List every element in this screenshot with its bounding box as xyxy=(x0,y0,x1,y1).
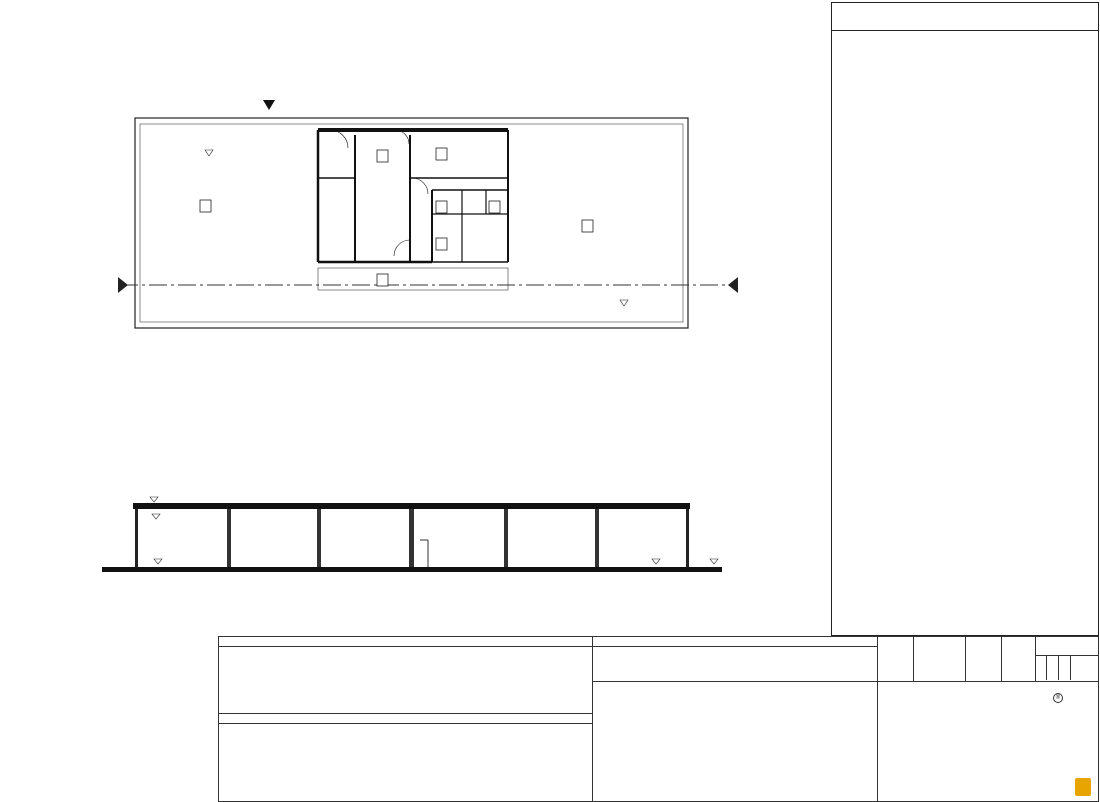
core-walls xyxy=(318,130,508,262)
sheet-number xyxy=(1071,655,1099,680)
column xyxy=(504,509,508,567)
level-triangle xyxy=(150,497,158,502)
room-labels xyxy=(200,148,593,286)
level-triangle xyxy=(152,514,160,519)
level-triangle xyxy=(205,150,213,156)
scale-label xyxy=(1001,637,1035,639)
registered-icon: ® xyxy=(1053,693,1063,703)
proj-nr-label xyxy=(878,637,913,639)
ground-slab xyxy=(102,567,722,572)
wall-right xyxy=(686,509,689,567)
place-date-label xyxy=(913,637,965,639)
column xyxy=(227,509,231,567)
watermark xyxy=(1075,774,1094,800)
roof-slab xyxy=(133,503,690,509)
level-triangle xyxy=(652,559,660,564)
floor-plan xyxy=(0,0,820,400)
sheet-r xyxy=(1047,655,1059,680)
wall-left xyxy=(135,509,138,567)
column xyxy=(317,509,321,567)
meta-block xyxy=(877,636,1099,802)
column xyxy=(409,509,414,567)
project-block xyxy=(218,636,593,802)
sheet-dash xyxy=(1059,655,1071,680)
level-triangle xyxy=(710,559,718,564)
cross-section xyxy=(0,460,820,610)
entrance-arrow xyxy=(263,100,275,110)
building-outline xyxy=(135,118,688,328)
bar-counter xyxy=(318,268,508,290)
level-triangle xyxy=(154,559,162,564)
drawing-block xyxy=(592,636,878,802)
section-arrow-right xyxy=(728,277,738,293)
watermark-logo-icon xyxy=(1075,778,1091,796)
level-triangle xyxy=(620,300,628,306)
sheet-a xyxy=(1035,655,1047,680)
phase-label xyxy=(965,637,1001,639)
column xyxy=(595,509,599,567)
building-inner-outline xyxy=(140,124,683,322)
opis-header xyxy=(832,3,1098,31)
section-arrow-left xyxy=(118,277,128,293)
opis-panel xyxy=(831,2,1099,636)
sheet-number-label xyxy=(1035,637,1098,639)
